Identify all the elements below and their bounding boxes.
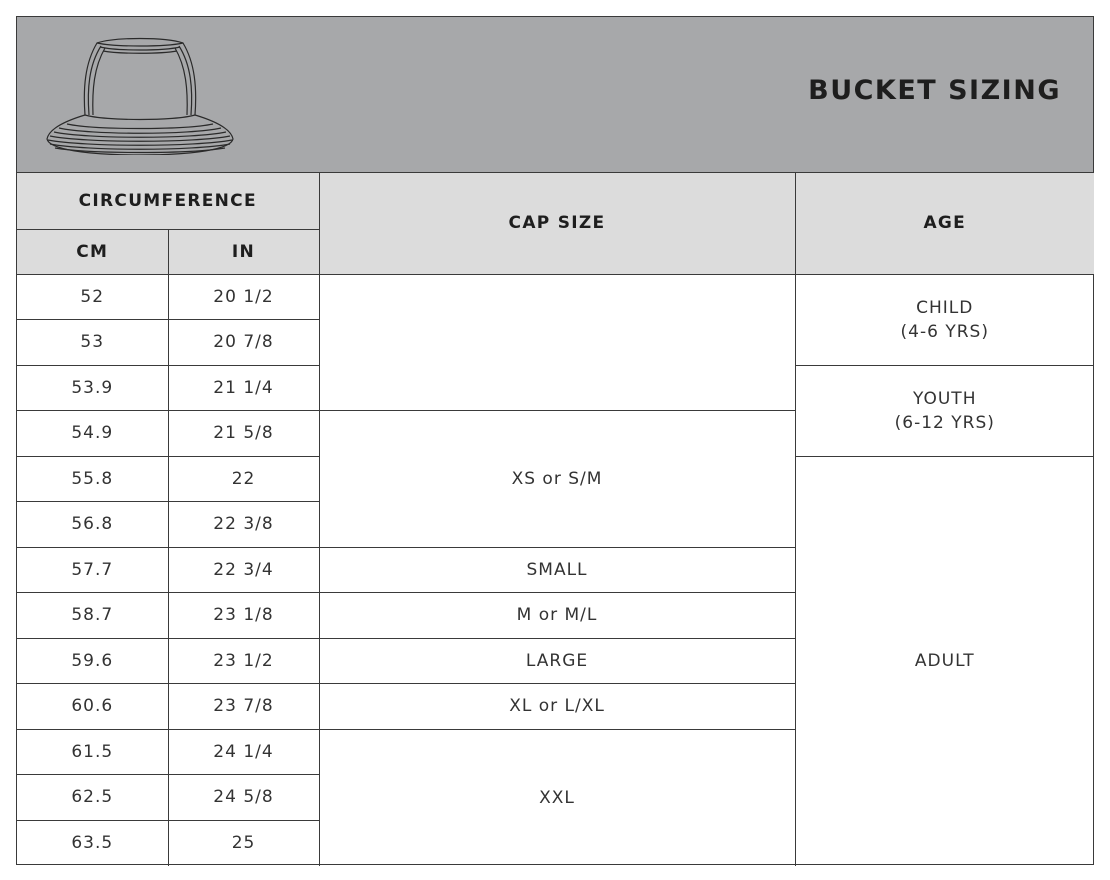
cap-size-cell: XXL xyxy=(319,729,795,866)
in-cell: 20 1/2 xyxy=(168,274,319,320)
cm-cell: 58.7 xyxy=(17,593,168,639)
cm-cell: 59.6 xyxy=(17,638,168,684)
cm-cell: 55.8 xyxy=(17,456,168,502)
cap-size-cell: M or M/L xyxy=(319,593,795,639)
age-cell-adult: ADULT xyxy=(795,456,1094,866)
header-age: AGE xyxy=(795,173,1094,274)
age-cell-youth xyxy=(795,365,1094,456)
table-row xyxy=(17,274,1094,320)
header-cap-size: CAP SIZE xyxy=(319,173,795,274)
in-cell: 21 5/8 xyxy=(168,411,319,457)
cm-cell: 61.5 xyxy=(17,729,168,775)
cm-cell: 53 xyxy=(17,320,168,366)
page-title: BUCKET SIZING xyxy=(808,75,1061,106)
in-cell: 21 1/4 xyxy=(168,365,319,411)
header-circumference: CIRCUMFERENCE xyxy=(17,173,319,229)
in-cell: 23 1/2 xyxy=(168,638,319,684)
in-cell: 23 1/8 xyxy=(168,593,319,639)
age-range: (4-6 YRS) xyxy=(900,321,989,342)
in-cell: 24 1/4 xyxy=(168,729,319,775)
in-cell: 22 3/4 xyxy=(168,547,319,593)
cm-cell: 62.5 xyxy=(17,775,168,821)
cap-size-cell: XS or S/M xyxy=(319,411,795,548)
age-label: YOUTH xyxy=(913,388,977,409)
cap-size-cell xyxy=(319,274,795,411)
cap-size-cell: SMALL xyxy=(319,547,795,593)
cm-cell: 63.5 xyxy=(17,820,168,866)
age-cell-child xyxy=(795,274,1094,365)
cm-cell: 57.7 xyxy=(17,547,168,593)
banner xyxy=(17,17,1093,173)
cm-cell: 53.9 xyxy=(17,365,168,411)
header-in: IN xyxy=(168,229,319,274)
header-cm: CM xyxy=(17,229,168,274)
bucket-hat-icon xyxy=(45,33,235,155)
cm-cell: 52 xyxy=(17,274,168,320)
cap-size-cell: XL or L/XL xyxy=(319,684,795,730)
sizing-chart xyxy=(16,16,1094,865)
in-cell: 23 7/8 xyxy=(168,684,319,730)
in-cell: 25 xyxy=(168,820,319,866)
cm-cell: 60.6 xyxy=(17,684,168,730)
cm-cell: 54.9 xyxy=(17,411,168,457)
age-range: (6-12 YRS) xyxy=(894,412,995,433)
sizing-table xyxy=(17,173,1094,866)
cap-size-cell: LARGE xyxy=(319,638,795,684)
in-cell: 24 5/8 xyxy=(168,775,319,821)
in-cell: 22 3/8 xyxy=(168,502,319,548)
cm-cell: 56.8 xyxy=(17,502,168,548)
in-cell: 22 xyxy=(168,456,319,502)
age-label: CHILD xyxy=(916,297,974,318)
in-cell: 20 7/8 xyxy=(168,320,319,366)
